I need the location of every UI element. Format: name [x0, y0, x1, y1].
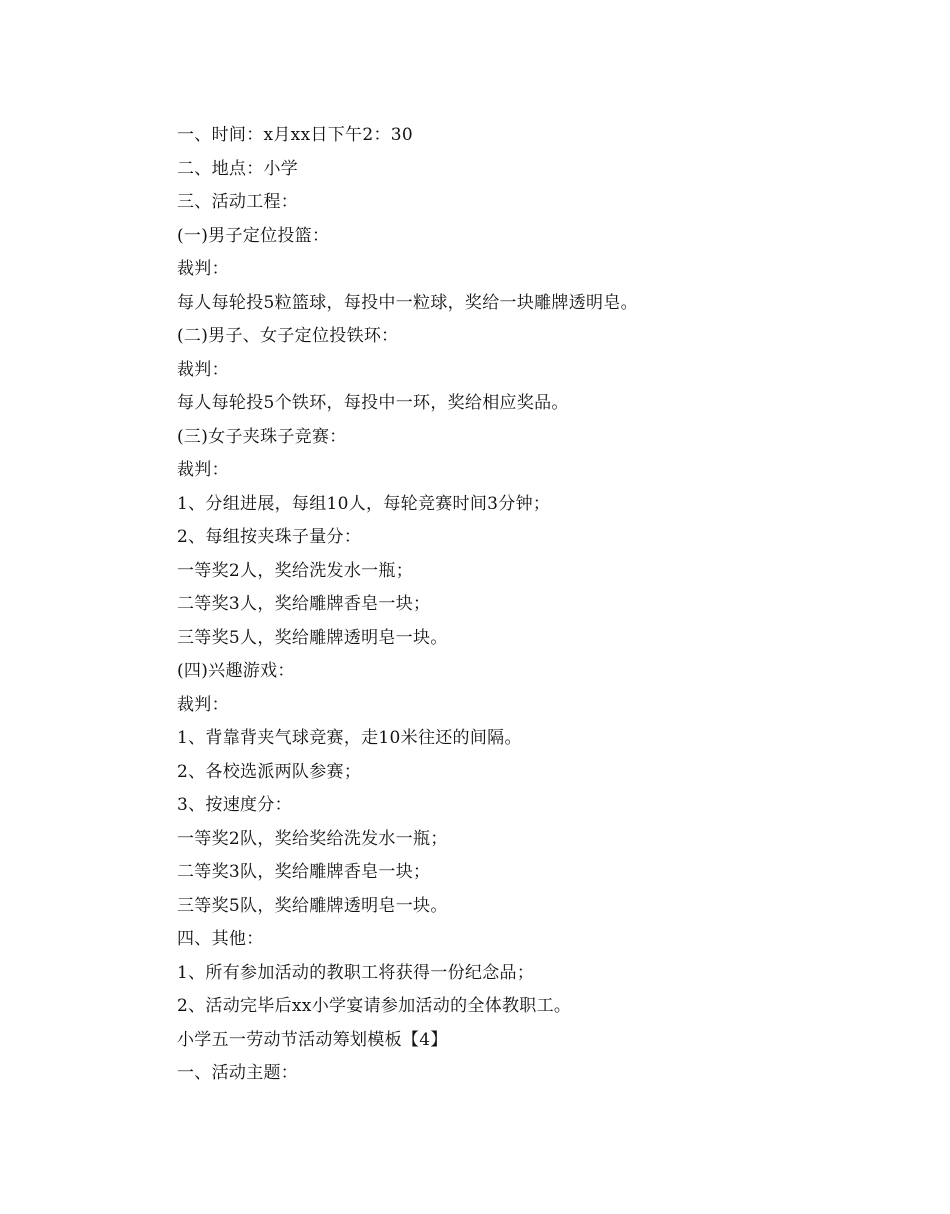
text-line: 一等奖2人，奖给洗发水一瓶；: [177, 560, 414, 581]
text-line: 每人每轮投5粒篮球，每投中一粒球，奖给一块雕牌透明皂。: [177, 292, 638, 313]
text-line: 1、背靠背夹气球竞赛，走10米往还的间隔。: [177, 728, 522, 748]
text-line: 2、各校选派两队参赛；: [177, 761, 362, 782]
text-line: 1、所有参加活动的教职工将获得一份纪念品；: [177, 962, 535, 983]
text-line: 2、活动完毕后xx小学宴请参加活动的全体教职工。: [177, 996, 572, 1016]
text-line: 一等奖2队，奖给奖给洗发水一瓶；: [177, 828, 448, 849]
section-title: 小学五一劳动节活动筹划模板【4】: [177, 1029, 448, 1050]
text-line: 二等奖3人，奖给雕牌香皂一块；: [177, 594, 431, 614]
text-line: 每人每轮投5个铁环，每投中一环，奖给相应奖品。: [177, 393, 569, 413]
text-line: 3、按速度分：: [177, 795, 292, 815]
text-line: (一)男子定位投篮：: [177, 225, 330, 246]
text-line: 裁判：: [177, 460, 229, 480]
text-line: 一、时间：x月xx日下午2：30: [177, 125, 414, 145]
text-line: (三)女子夹珠子竞赛：: [177, 426, 347, 447]
text-line: 三等奖5队，奖给雕牌透明皂一块。: [177, 895, 448, 916]
text-line: 1、分组进展，每组10人，每轮竞赛时间3分钟；: [177, 493, 551, 514]
text-line: 2、每组按夹珠子量分：: [177, 527, 362, 547]
text-line: 裁判：: [177, 359, 229, 380]
text-line: 三等奖5人，奖给雕牌透明皂一块。: [177, 627, 448, 648]
text-line: 二、地点：小学: [177, 158, 299, 179]
text-line: 四、其他：: [177, 929, 264, 949]
text-line: 裁判：: [177, 259, 229, 279]
text-line: 一、活动主题：: [177, 1063, 299, 1083]
text-line: 裁判：: [177, 694, 229, 715]
text-line: 二等奖3队，奖给雕牌香皂一块；: [177, 862, 431, 882]
text-line: (二)男子、女子定位投铁环：: [177, 326, 399, 346]
document-body: [177, 121, 877, 1093]
text-line: (四)兴趣游戏：: [177, 661, 295, 681]
text-line: 三、活动工程：: [177, 192, 299, 212]
